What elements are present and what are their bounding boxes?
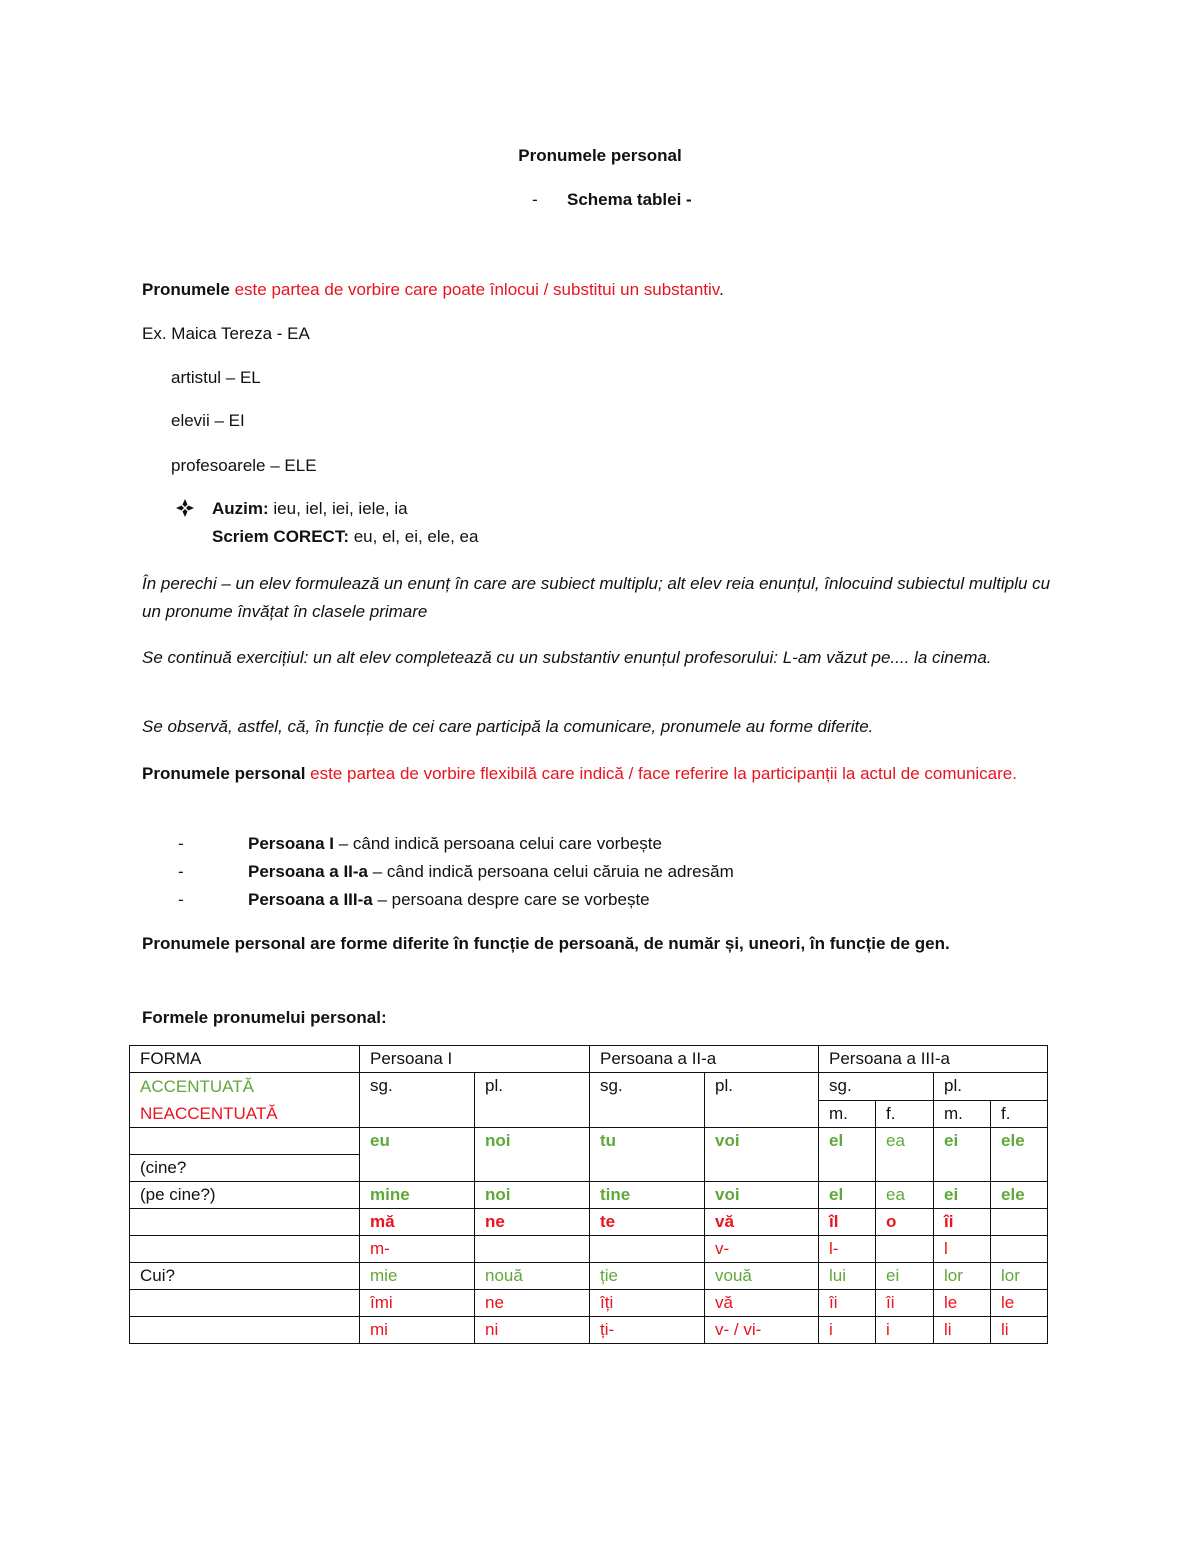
form-cell: lor: [991, 1263, 1048, 1290]
form-cell: ea: [876, 1128, 934, 1182]
exercise-observation: Se observă, astfel, că, în funcție de cei care participă la comunicare, pronumele au forme diferite.: [142, 717, 874, 736]
table-row: [130, 1290, 1048, 1317]
form-cell: noi: [475, 1128, 590, 1182]
table-row: [130, 1236, 1048, 1263]
spelling-heard-label: Auzim:: [212, 499, 269, 518]
legend-accentuata: ACCENTUATĂ: [140, 1077, 254, 1096]
form-cell: te: [590, 1209, 705, 1236]
header-persoana-3: Persoana a III-a: [819, 1046, 1048, 1073]
list-dash: -: [178, 890, 184, 909]
definition2-text: este partea de vorbire flexibilă care indică / face referire la participanții la actul de comunicare.: [305, 764, 1017, 783]
subtitle-dash: -: [532, 190, 538, 209]
form-cell: mi: [360, 1317, 475, 1344]
form-cell: i: [819, 1317, 876, 1344]
form-cell: [991, 1209, 1048, 1236]
person-list-item: [178, 889, 878, 911]
form-cell: ei: [934, 1128, 991, 1182]
definition-pronume-personal: [142, 759, 1057, 788]
form-cell: ți-: [590, 1317, 705, 1344]
definition-end: .: [719, 280, 724, 299]
header-f: f.: [876, 1100, 934, 1128]
table-row: [130, 1046, 1048, 1073]
form-cell: nouă: [475, 1263, 590, 1290]
page-title: Pronumele personal: [518, 146, 682, 165]
form-cell: ele: [991, 1182, 1048, 1209]
form-cell: îmi: [360, 1290, 475, 1317]
forms-sentence: Pronumele personal are forme diferite în funcție de persoană, de număr și, uneori, în funcție de gen.: [142, 934, 950, 953]
form-cell: [475, 1236, 590, 1263]
page-subtitle: Schema tablei -: [567, 190, 692, 209]
form-cell: îți: [590, 1290, 705, 1317]
form-cell: el: [819, 1182, 876, 1209]
form-cell: eu: [360, 1128, 475, 1182]
table-heading: Formele pronumelui personal:: [142, 1008, 387, 1027]
form-cell: vă: [705, 1209, 819, 1236]
definition-term: Pronumele: [142, 280, 230, 299]
header-persoana-2: Persoana a II-a: [590, 1046, 819, 1073]
form-cell: l: [934, 1236, 991, 1263]
list-dash: -: [178, 834, 184, 853]
question-cine: (cine?: [130, 1155, 360, 1182]
form-cell: lor: [934, 1263, 991, 1290]
spelling-correct-label: Scriem CORECT:: [212, 527, 349, 546]
form-cell: mie: [360, 1263, 475, 1290]
form-cell: li: [934, 1317, 991, 1344]
definition2-term: Pronumele personal: [142, 764, 306, 783]
form-cell: voi: [705, 1182, 819, 1209]
pronoun-forms-table: [129, 1045, 1048, 1344]
header-m: m.: [934, 1100, 991, 1128]
legend-cell: [130, 1073, 360, 1128]
form-cell: tine: [590, 1182, 705, 1209]
form-cell: noi: [475, 1182, 590, 1209]
form-cell: i: [876, 1317, 934, 1344]
legend-neaccentuata: NEACCENTUATĂ: [140, 1104, 278, 1123]
form-cell: ele: [991, 1128, 1048, 1182]
form-cell: li: [991, 1317, 1048, 1344]
spelling-correct-value: eu, el, ei, ele, ea: [348, 527, 479, 546]
table-row: [130, 1182, 1048, 1209]
exercise-pairs: În perechi – un elev formulează un enunț în care are subiect multiplu; alt elev reia enunțul, înlocuind subiectul multiplu cu un pronume învățat în clasele primare: [142, 574, 1051, 621]
form-cell: le: [934, 1290, 991, 1317]
question-cell: [130, 1290, 360, 1317]
spelling-heard: [212, 498, 408, 520]
header-pl: pl.: [934, 1073, 1048, 1101]
example-item: profesoarele – ELE: [171, 456, 317, 475]
form-cell: o: [876, 1209, 934, 1236]
form-cell: îi: [934, 1209, 991, 1236]
form-cell: îl: [819, 1209, 876, 1236]
header-forma: FORMA: [130, 1046, 360, 1073]
question-cell: [130, 1128, 360, 1155]
form-cell: m-: [360, 1236, 475, 1263]
person-text: – persoana despre care se vorbește: [372, 890, 650, 909]
form-cell: ne: [475, 1290, 590, 1317]
spelling-correct: [212, 526, 478, 548]
form-cell: l-: [819, 1236, 876, 1263]
person-text: – când indică persoana celui căruia ne adresăm: [368, 862, 734, 881]
header-sg: sg.: [590, 1073, 705, 1128]
form-cell: ei: [876, 1263, 934, 1290]
person-label: Persoana I: [248, 834, 334, 853]
table-row: [130, 1073, 1048, 1101]
header-persoana-1: Persoana I: [360, 1046, 590, 1073]
form-cell: tu: [590, 1128, 705, 1182]
question-cui: Cui?: [130, 1263, 360, 1290]
header-sg: sg.: [360, 1073, 475, 1128]
header-f: f.: [991, 1100, 1048, 1128]
definition-text: este partea de vorbire care poate înlocui / substitui un substantiv: [229, 280, 720, 299]
question-cell: [130, 1209, 360, 1236]
form-cell: vă: [705, 1290, 819, 1317]
form-cell: [876, 1236, 934, 1263]
form-cell: el: [819, 1128, 876, 1182]
form-cell: ei: [934, 1182, 991, 1209]
table-row: [130, 1317, 1048, 1344]
table-row: [130, 1128, 1048, 1155]
form-cell: ne: [475, 1209, 590, 1236]
form-cell: mă: [360, 1209, 475, 1236]
form-cell: [590, 1236, 705, 1263]
form-cell: ni: [475, 1317, 590, 1344]
example-item: artistul – EL: [171, 368, 261, 387]
definition-pronume: [142, 279, 724, 301]
person-list-item: [178, 833, 878, 855]
header-pl: pl.: [705, 1073, 819, 1128]
header-sg: sg.: [819, 1073, 934, 1101]
form-cell: ea: [876, 1182, 934, 1209]
exercise-continue: Se continuă exercițiul: un alt elev completează cu un substantiv enunțul profesorului: L-am văzut pe.... la cinema.: [142, 648, 992, 667]
table-row: [130, 1209, 1048, 1236]
person-label: Persoana a II-a: [248, 862, 369, 881]
form-cell: v- / vi-: [705, 1317, 819, 1344]
form-cell: [991, 1236, 1048, 1263]
list-dash: -: [178, 862, 184, 881]
form-cell: vouă: [705, 1263, 819, 1290]
question-cell: [130, 1317, 360, 1344]
question-pe-cine: (pe cine?): [130, 1182, 360, 1209]
person-text: – când indică persoana celui care vorbește: [334, 834, 662, 853]
person-label: Persoana a III-a: [248, 890, 373, 909]
table-row: [130, 1263, 1048, 1290]
form-cell: ție: [590, 1263, 705, 1290]
form-cell: îi: [819, 1290, 876, 1317]
form-cell: le: [991, 1290, 1048, 1317]
diamond-bullet-icon: [175, 498, 195, 524]
question-cell: [130, 1236, 360, 1263]
form-cell: îi: [876, 1290, 934, 1317]
person-list-item: [178, 861, 878, 883]
spelling-heard-value: ieu, iel, iei, iele, ia: [268, 499, 408, 518]
example-item: elevii – EI: [171, 411, 245, 430]
form-cell: lui: [819, 1263, 876, 1290]
form-cell: mine: [360, 1182, 475, 1209]
example-first: Ex. Maica Tereza - EA: [142, 324, 310, 343]
form-cell: v-: [705, 1236, 819, 1263]
form-cell: voi: [705, 1128, 819, 1182]
header-m: m.: [819, 1100, 876, 1128]
header-pl: pl.: [475, 1073, 590, 1128]
